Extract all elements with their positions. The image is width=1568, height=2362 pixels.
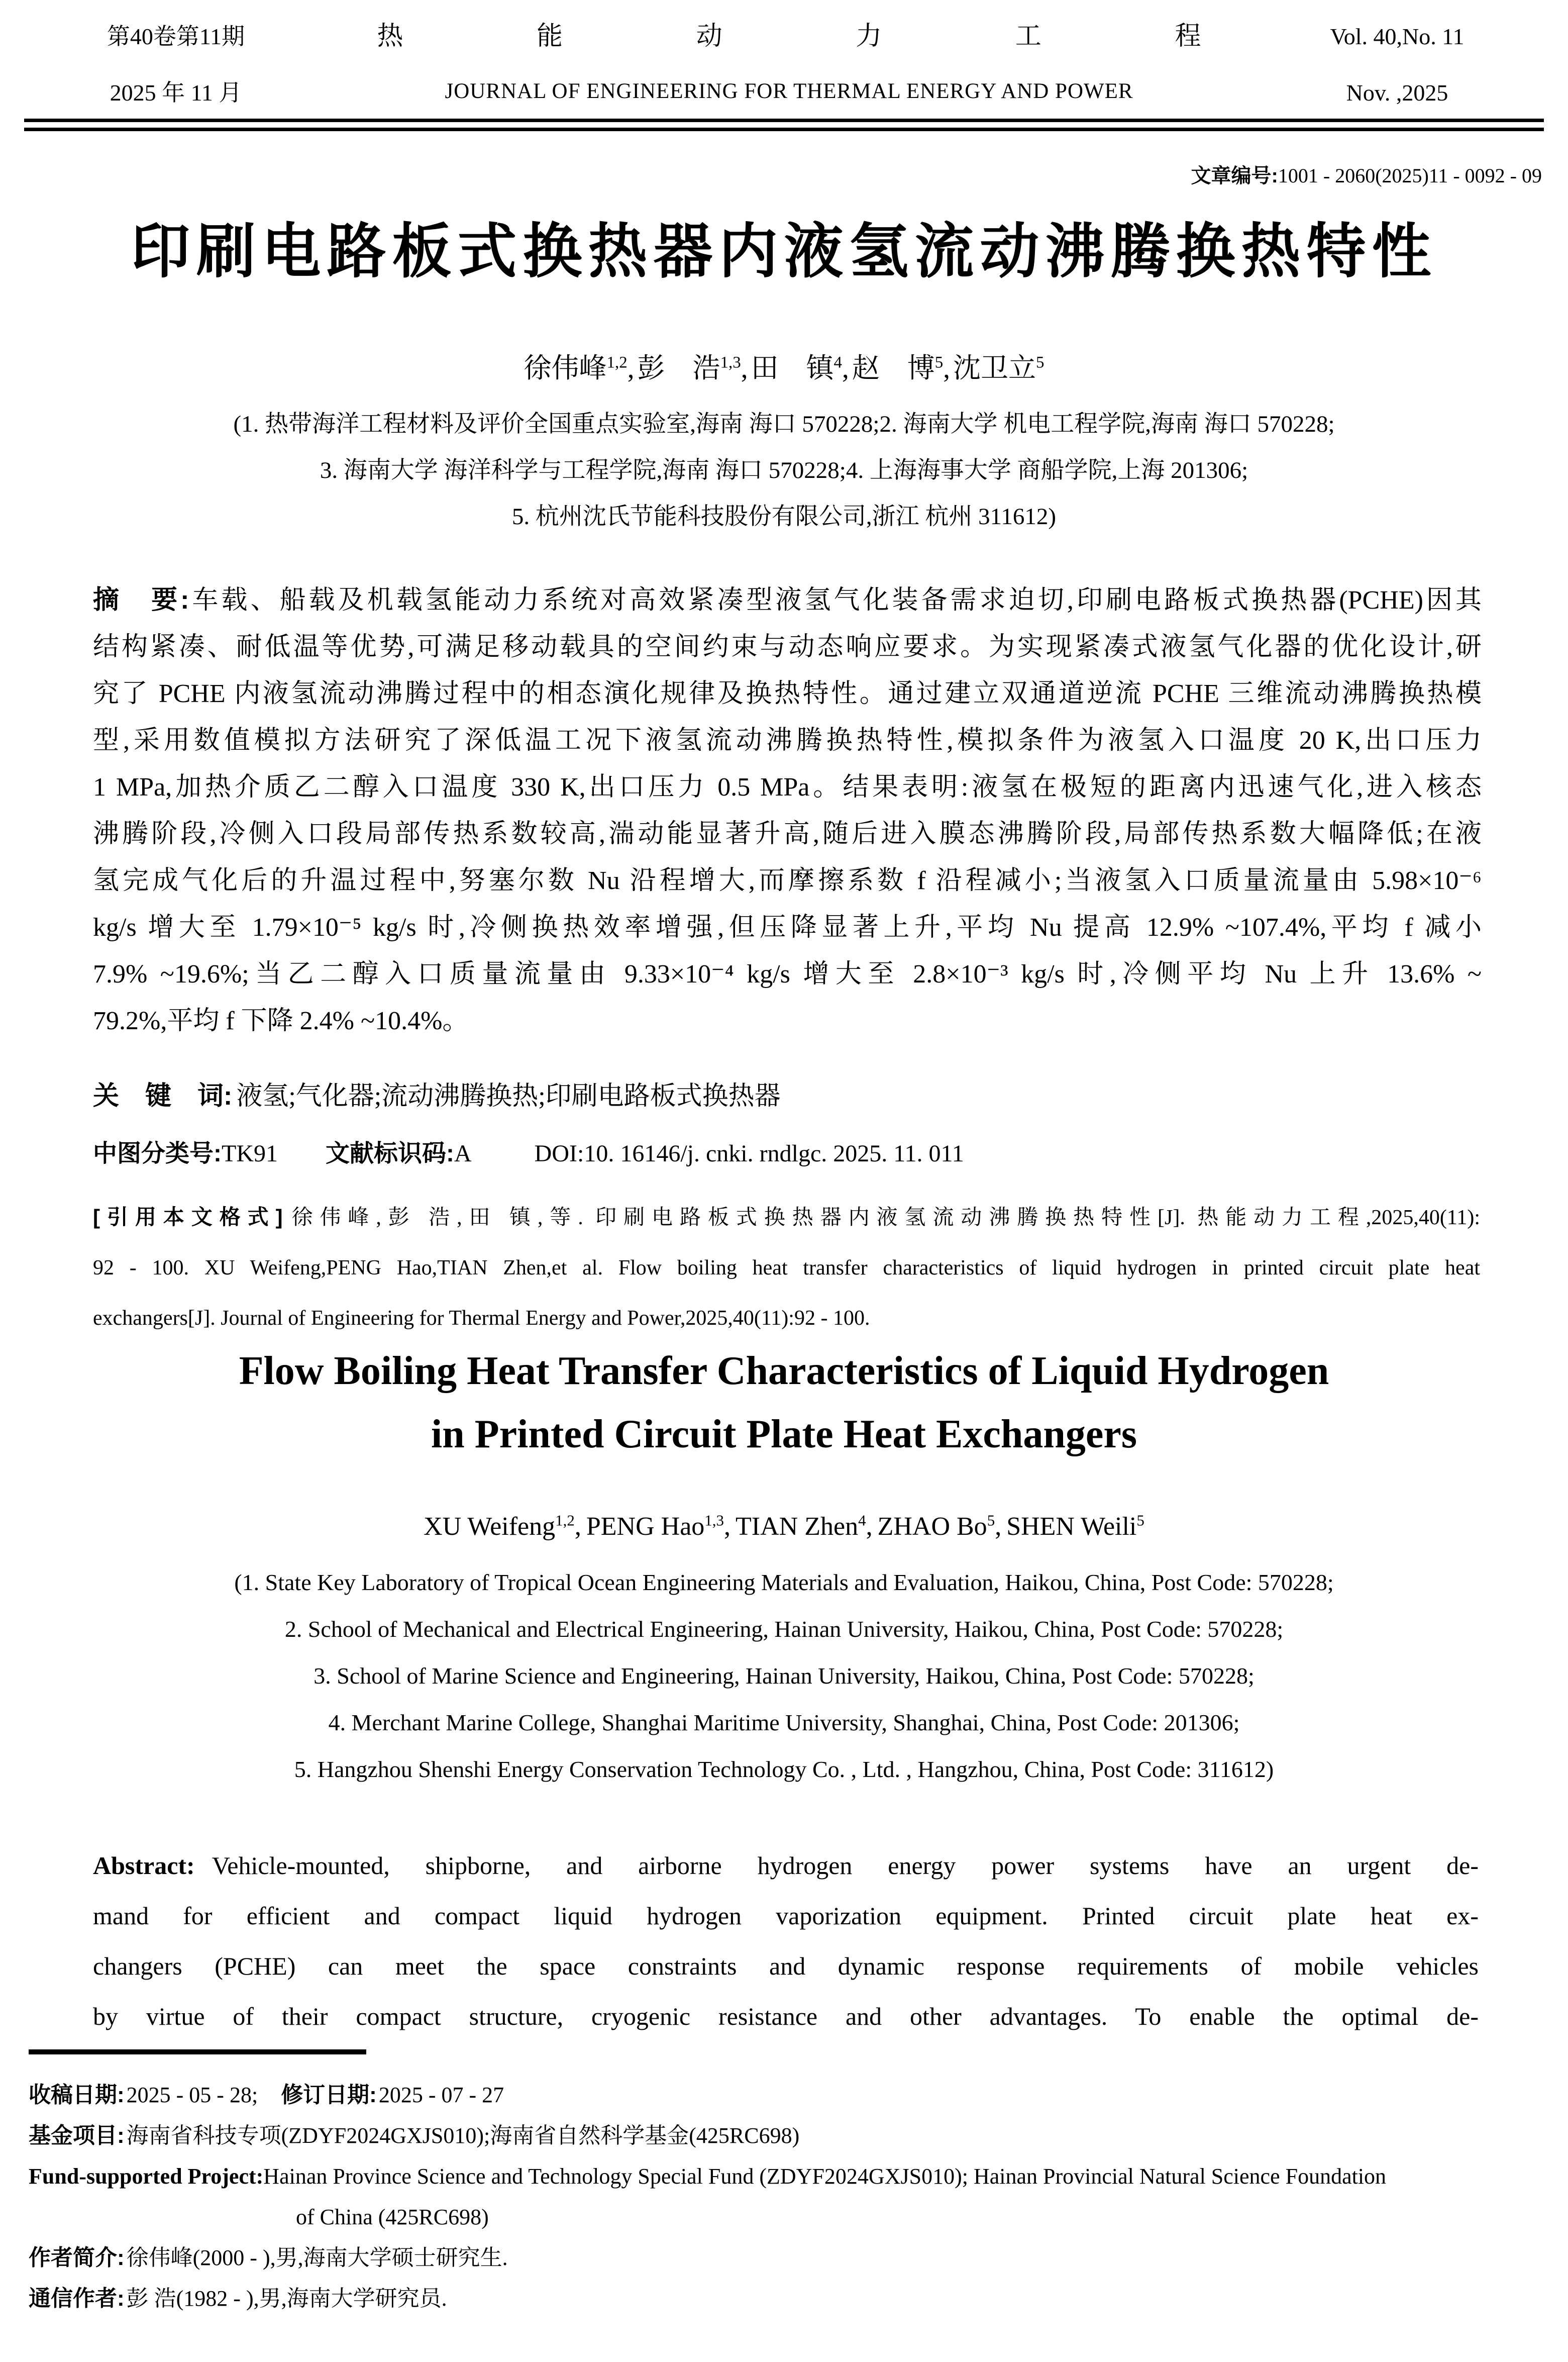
fund-en-label: Fund-supported Project:	[29, 2164, 264, 2189]
author-en-affil-sup: 1,2	[555, 1512, 575, 1529]
doi-label: DOI:	[534, 1140, 584, 1167]
abstract-en-line: mand for efficient and compact liquid hydrogen vaporization equipment. Printed circuit plate heat ex-	[93, 1902, 1479, 1930]
affiliation-en-line: (1. State Key Laboratory of Tropical Ocean Engineering Materials and Evaluation, Haikou, China, Post Code: 570228;	[234, 1569, 1334, 1595]
fund-cn-line	[29, 2115, 1538, 2156]
author-cn-affil-sup: 5	[1036, 353, 1044, 372]
journal-name-cn-char: 能	[537, 22, 563, 51]
author-en	[878, 1512, 1007, 1541]
clc-value: TK91	[222, 1140, 278, 1167]
author-cn-name: 赵 博	[852, 353, 935, 383]
abstract-cn-line: 1 MPa,加热介质乙二醇入口温度 330 K,出口压力 0.5 MPa。结果表明:液氢在极短的距离内迅速气化,进入核态	[93, 773, 1482, 802]
author-en-name: TIAN Zhen	[736, 1512, 859, 1541]
keywords-text: 液氢;气化器;流动沸腾换热;印刷电路板式换热器	[236, 1082, 781, 1111]
title-cn: 印刷电路板式换热器内液氢流动沸腾换热特性	[131, 219, 1437, 285]
author-cn-affil-sup: 1,3	[720, 353, 741, 372]
abstract-en-text: Vehicle-mounted, shipborne, and airborne hydrogen energy power systems have an urgent de-	[212, 1851, 1479, 1880]
citation-label: [引用本文格式]	[93, 1205, 283, 1229]
journal-name-cn	[377, 23, 1201, 51]
abstract-cn-line: 7.9% ~19.6%;当乙二醇入口质量流量由 9.33×10⁻⁴ kg/s 增大至 2.8×10⁻³ kg/s 时,冷侧平均 Nu 上升 13.6% ~	[93, 960, 1482, 989]
author-cn	[953, 353, 1044, 383]
author-bio-label: 作者简介:	[29, 2245, 125, 2270]
author-cn-affil-sup: 4	[833, 353, 842, 372]
abstract-cn-label: 摘 要:	[93, 585, 189, 615]
abstract-cn-line: 究了 PCHE 内液氢流动沸腾过程中的相态演化规律及换热特性。通过建立双通道逆流 PCHE 三维流动沸腾换热模	[93, 679, 1482, 708]
author-cn	[852, 353, 953, 383]
abstract-cn-line	[93, 577, 1482, 624]
author-separator: ,	[574, 1512, 581, 1541]
author-separator: ,	[724, 1512, 731, 1541]
author-separator: ,	[866, 1512, 873, 1541]
abstract-en	[93, 1840, 1479, 2041]
author-en	[586, 1512, 736, 1541]
author-en-name: ZHAO Bo	[877, 1512, 987, 1541]
citation-text: 徐伟峰,彭 浩,田 镇,等. 印刷电路板式换热器内液氢流动沸腾换热特性[J]. 热能动力工程,2025,40(11):	[284, 1206, 1480, 1229]
journal-header	[30, 23, 1538, 107]
author-separator: ,	[741, 353, 748, 383]
affiliation-en-line: 5. Hangzhou Shenshi Energy Conservation Technology Co. , Ltd. , Hangzhou, China, Post Code: 311612)	[294, 1756, 1274, 1782]
date-en: Nov. ,2025	[1346, 80, 1448, 106]
abstract-en-label: Abstract:	[93, 1851, 195, 1880]
abstract-cn-line: 沸腾阶段,冷侧入口段局部传热系数较高,湍动能显著升高,随后进入膜态沸腾阶段,局部传热系数大幅降低;在液	[93, 820, 1482, 848]
fund-en-continuation: of China (425RC698)	[296, 2205, 489, 2229]
citation-block	[93, 1192, 1480, 1343]
journal-name-cn-char: 动	[696, 22, 722, 51]
citation-line: exchangers[J]. Journal of Engineering for Thermal Energy and Power,2025,40(11):92 - 100.	[93, 1307, 870, 1330]
citation-line: 92 - 100. XU Weifeng,PENG Hao,TIAN Zhen,et al. Flow boiling heat transfer characteristics of liquid hydrogen in printed circuit plate heat	[93, 1256, 1480, 1280]
abstract-en-line: changers (PCHE) can meet the space constraints and dynamic response requirements of mobile vehicles	[93, 1952, 1479, 1980]
fund-cn-label: 基金项目:	[29, 2123, 125, 2148]
author-separator: ,	[842, 353, 849, 383]
fund-en-line	[29, 2156, 1538, 2237]
author-en-name: XU Weifeng	[424, 1512, 556, 1541]
author-en	[1006, 1512, 1144, 1541]
doi-value: 10. 16146/j. cnki. rndlgc. 2025. 11. 011	[584, 1140, 964, 1167]
received-date-label: 收稿日期:	[29, 2083, 125, 2107]
revised-date-label: 修订日期:	[281, 2083, 377, 2107]
author-en-name: PENG Hao	[586, 1512, 705, 1541]
author-cn	[524, 353, 637, 383]
author-cn-affil-sup: 5	[934, 353, 944, 372]
title-en	[0, 1339, 1568, 1466]
fund-cn-value: 海南省科技专项(ZDYF2024GXJS010);海南省自然科学基金(425RC698)	[126, 2123, 800, 2148]
affiliation-en-line: 2. School of Mechanical and Electrical Engineering, Hainan University, Haikou, China, Post Code: 570228;	[284, 1616, 1284, 1642]
article-number	[1191, 160, 1542, 188]
journal-name-cn-char: 热	[377, 22, 403, 51]
affiliation-cn-line: (1. 热带海洋工程材料及评价全国重点实验室,海南 海口 570228;2. 海南大学 机电工程学院,海南 海口 570228;	[233, 411, 1335, 437]
citation-line	[93, 1192, 1480, 1243]
author-cn-affil-sup: 1,2	[606, 353, 628, 372]
footnote-block	[29, 2075, 1538, 2319]
volume-issue-cn: 第40卷第11期	[107, 24, 245, 49]
volume-issue-en: Vol. 40,No. 11	[1330, 24, 1465, 49]
clc-label: 中图分类号:	[93, 1140, 222, 1167]
author-cn-name: 彭 浩	[637, 353, 720, 383]
fund-en-value: Hainan Province Science and Technology Special Fund (ZDYF2024GXJS010); Hainan Provincial Natural Science Foundation	[263, 2164, 1387, 2189]
author-separator: ,	[627, 353, 635, 383]
journal-name-cn-char: 程	[1175, 22, 1201, 51]
author-cn-name: 沈卫立	[953, 353, 1036, 383]
author-separator: ,	[995, 1512, 1002, 1541]
affiliations-cn	[0, 401, 1568, 540]
abstract-cn-line: 型,采用数值模拟方法研究了深低温工况下液氢流动沸腾换热特性,模拟条件为液氢入口温度 20 K,出口压力	[93, 726, 1482, 755]
author-bio-line	[29, 2237, 1538, 2278]
abstract-en-line: by virtue of their compact structure, cryogenic resistance and other advantages. To enable the optimal de-	[93, 2002, 1479, 2030]
abstract-cn-line: kg/s 增大至 1.79×10⁻⁵ kg/s 时,冷侧换热效率增强,但压降显著上升,平均 Nu 提高 12.9% ~107.4%,平均 f 减小	[93, 913, 1482, 942]
title-en-line: in Printed Circuit Plate Heat Exchangers	[431, 1412, 1137, 1456]
affiliation-en-line: 4. Merchant Marine College, Shanghai Maritime University, Shanghai, China, Post Code: 201306;	[328, 1710, 1240, 1735]
journal-name-cn-char: 工	[1015, 22, 1041, 51]
classification-line	[93, 1134, 964, 1168]
keywords-line	[93, 1074, 781, 1112]
header-center-column	[322, 23, 1257, 104]
doc-code-label: 文献标识码:	[325, 1140, 454, 1167]
author-en	[424, 1512, 586, 1541]
journal-name-en: JOURNAL OF ENGINEERING FOR THERMAL ENERGY AND POWER	[445, 79, 1133, 103]
affiliations-en	[0, 1559, 1568, 1793]
author-en-affil-sup: 5	[987, 1512, 995, 1529]
abstract-cn-line: 结构紧凑、耐低温等优势,可满足移动载具的空间约束与动态响应要求。为实现紧凑式液氢气化器的优化设计,研	[93, 633, 1482, 661]
corresponding-author-line	[29, 2278, 1538, 2319]
abstract-cn-line: 氢完成气化后的升温过程中,努塞尔数 Nu 沿程增大,而摩擦系数 f 沿程减小;当液氢入口质量流量由 5.98×10⁻⁶	[93, 866, 1482, 895]
abstract-cn	[93, 577, 1482, 1044]
author-en-affil-sup: 5	[1136, 1512, 1144, 1529]
affiliation-en-line: 3. School of Marine Science and Engineering, Hainan University, Haikou, China, Post Code: 570228;	[313, 1663, 1255, 1689]
affiliation-cn-line: 5. 杭州沈氏节能科技股份有限公司,浙江 杭州 311612)	[511, 504, 1057, 530]
revised-date-value: 2025 - 07 - 27	[378, 2083, 504, 2107]
header-left-column	[30, 23, 322, 107]
author-bio-value: 徐伟峰(2000 - ),男,海南大学硕士研究生.	[126, 2245, 508, 2270]
title-en-line: Flow Boiling Heat Transfer Characteristics of Liquid Hydrogen	[239, 1349, 1329, 1393]
dates-line	[29, 2075, 1538, 2115]
journal-name-cn-char: 力	[856, 22, 882, 51]
author-en-affil-sup: 1,3	[704, 1512, 724, 1529]
affiliation-cn-line: 3. 海南大学 海洋科学与工程学院,海南 海口 570228;4. 上海海事大学 商船学院,上海 201306;	[320, 457, 1248, 483]
author-en-name: SHEN Weili	[1006, 1512, 1137, 1541]
article-number-label: 文章编号:	[1191, 165, 1278, 187]
abstract-cn-line: 79.2%,平均 f 下降 2.4% ~10.4%。	[93, 1007, 469, 1035]
corresponding-author-label: 通信作者:	[29, 2286, 125, 2311]
header-double-rule	[24, 119, 1544, 131]
abstract-en-line	[93, 1840, 1479, 1891]
authors-en	[0, 1512, 1568, 1541]
date-cn: 2025 年 11 月	[110, 80, 242, 106]
header-right-column	[1257, 23, 1538, 107]
keywords-label: 关 键 词:	[93, 1081, 233, 1111]
doc-code-value: A	[454, 1140, 472, 1167]
abstract-cn-text: 车载、船载及机载氢能动力系统对高效紧凑型液氢气化装备需求迫切,印刷电路板式换热器(PCHE)因其	[189, 586, 1482, 615]
received-date-value: 2025 - 05 - 28;	[126, 2083, 258, 2107]
corresponding-author-value: 彭 浩(1982 - ),男,海南大学研究员.	[126, 2286, 447, 2311]
author-cn-name: 田 镇	[751, 353, 834, 383]
authors-cn	[0, 346, 1568, 385]
article-number-value: 1001 - 2060(2025)11 - 0092 - 09	[1278, 164, 1542, 187]
author-en	[736, 1512, 878, 1541]
author-cn	[637, 353, 751, 383]
footnote-rule	[29, 2049, 366, 2054]
author-cn-name: 徐伟峰	[524, 353, 607, 383]
author-cn	[751, 353, 852, 383]
author-en-affil-sup: 4	[858, 1512, 866, 1529]
author-separator: ,	[943, 353, 951, 383]
